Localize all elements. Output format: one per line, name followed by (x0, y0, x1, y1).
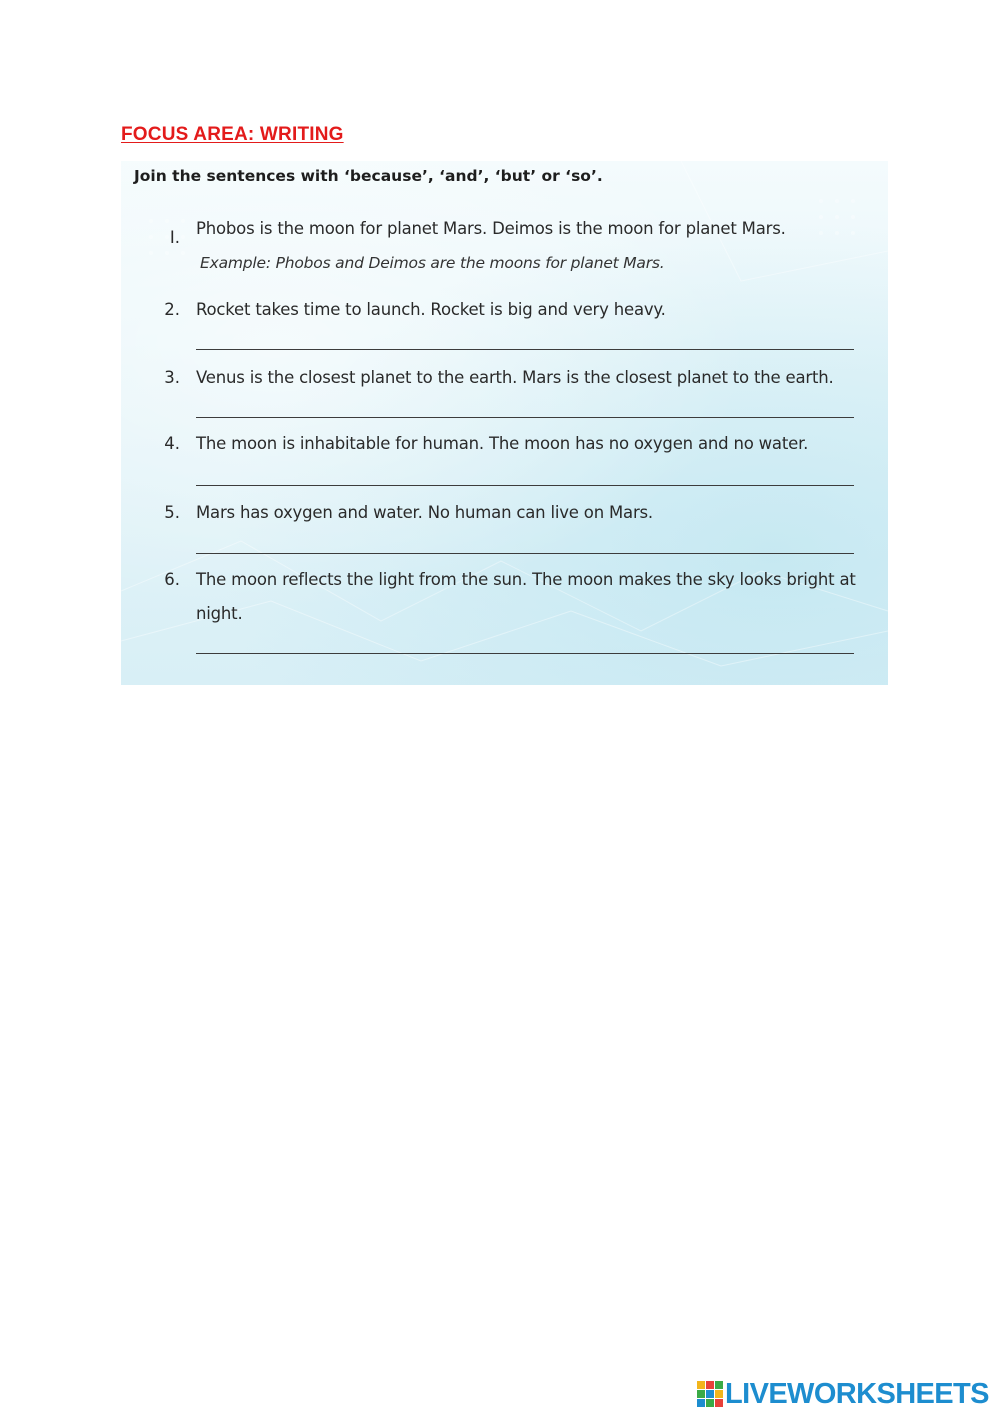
page-heading: FOCUS AREA: WRITING (121, 124, 344, 145)
answer-line-6[interactable] (196, 653, 854, 654)
item-number: 4. (164, 434, 180, 453)
item-number: 6. (164, 570, 180, 589)
item-text: Rocket takes time to launch. Rocket is big and very heavy. (196, 300, 666, 319)
item-number: I. (169, 228, 180, 247)
item-number: 2. (164, 300, 180, 319)
exercise-panel (121, 161, 888, 685)
item-number: 3. (164, 368, 180, 387)
brand-watermark (697, 1379, 989, 1409)
answer-line-4[interactable] (196, 485, 854, 486)
answer-line-5[interactable] (196, 553, 854, 554)
item-text: Venus is the closest planet to the earth. Mars is the closest planet to the earth. (196, 368, 834, 387)
brand-name: LIVEWORKSHEETS (725, 1377, 989, 1410)
item-text: The moon is inhabitable for human. The moon has no oxygen and no water. (196, 434, 809, 453)
example-text: Example: Phobos and Deimos are the moons for planet Mars. (200, 254, 665, 272)
item-text: Mars has oxygen and water. No human can live on Mars. (196, 503, 653, 522)
item-text: The moon reflects the light from the sun. The moon makes the sky looks bright at night. (196, 570, 856, 623)
item-text: Phobos is the moon for planet Mars. Deimos is the moon for planet Mars. (196, 219, 786, 238)
answer-line-2[interactable] (196, 349, 854, 350)
liveworksheets-logo-icon (697, 1381, 723, 1407)
item-number: 5. (164, 503, 180, 522)
instruction-text: Join the sentences with ‘because’, ‘and’, ‘but’ or ‘so’. (134, 167, 603, 185)
answer-line-3[interactable] (196, 417, 854, 418)
